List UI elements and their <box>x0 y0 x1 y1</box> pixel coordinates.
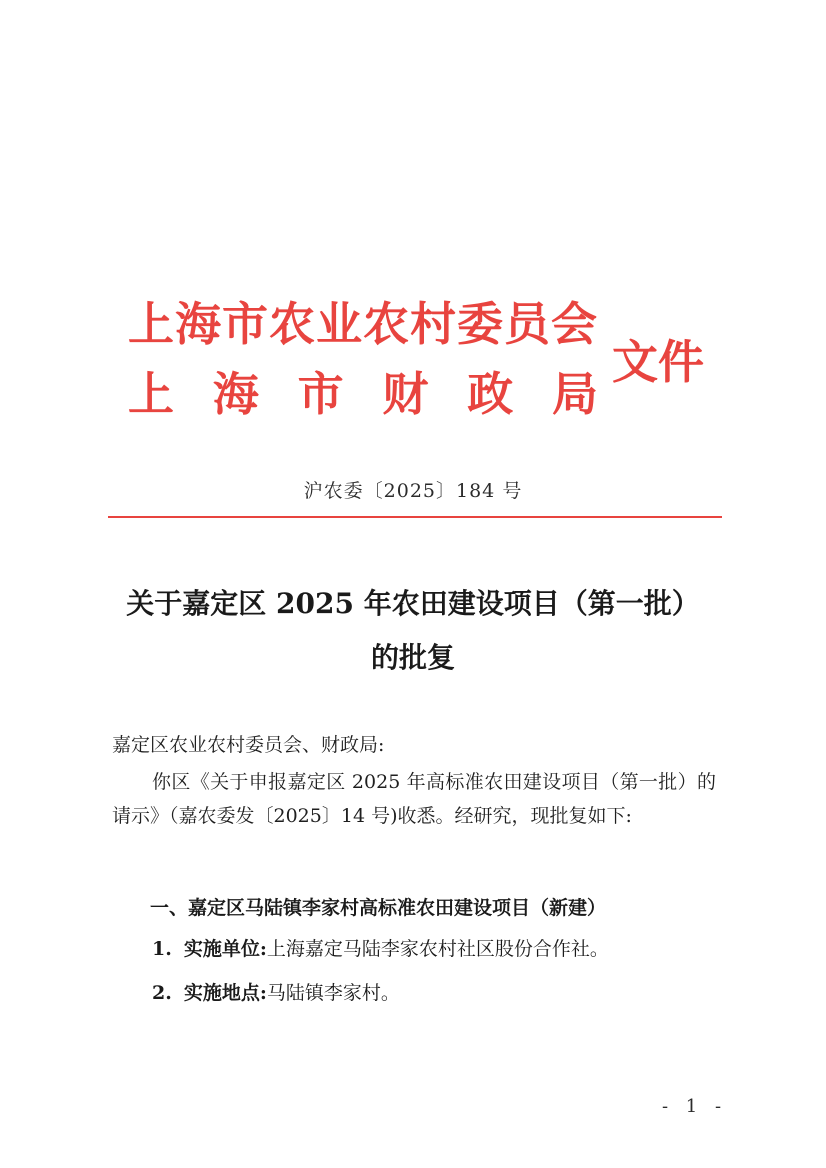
masthead-char: 局 <box>551 367 598 421</box>
red-divider <box>108 516 722 518</box>
item-value: 上海嘉定马陆李家农村社区股份合作社。 <box>266 938 609 960</box>
list-item <box>152 978 400 1005</box>
masthead-suffix: 文件 <box>612 335 704 389</box>
item-value: 马陆镇李家村。 <box>266 982 400 1004</box>
addressee: 嘉定区农业农村委员会、财政局: <box>112 734 385 756</box>
section-heading: 一、嘉定区马陆镇李家村高标准农田建设项目（新建） <box>150 897 607 919</box>
masthead-char: 财 <box>382 367 429 421</box>
body-paragraph: 你区《关于申报嘉定区 2025 年高标准农田建设项目（第一批）的请示》（嘉农委发〔2025〕14 号)收悉。经研究，现批复如下: <box>112 771 716 827</box>
document-title-line1: 关于嘉定区 2025 年农田建设项目（第一批） <box>126 587 700 620</box>
item-key: 实施地点: <box>183 982 267 1004</box>
masthead-char: 市 <box>297 367 344 421</box>
masthead-issuer-agriculture: 上海市农业农村委员会 <box>128 297 598 351</box>
item-key: 实施单位: <box>183 938 267 960</box>
list-item <box>152 934 609 961</box>
masthead-char: 海 <box>212 367 259 421</box>
masthead-char: 政 <box>467 367 514 421</box>
document-title-line2: 的批复 <box>370 641 455 674</box>
masthead-issuer-finance <box>128 358 598 424</box>
page-number: - 1 - <box>662 1096 728 1117</box>
item-number: 2. <box>152 982 172 1004</box>
item-number: 1. <box>152 938 172 960</box>
document-number: 沪农委〔2025〕184 号 <box>303 480 523 502</box>
masthead-char: 上 <box>128 367 174 421</box>
